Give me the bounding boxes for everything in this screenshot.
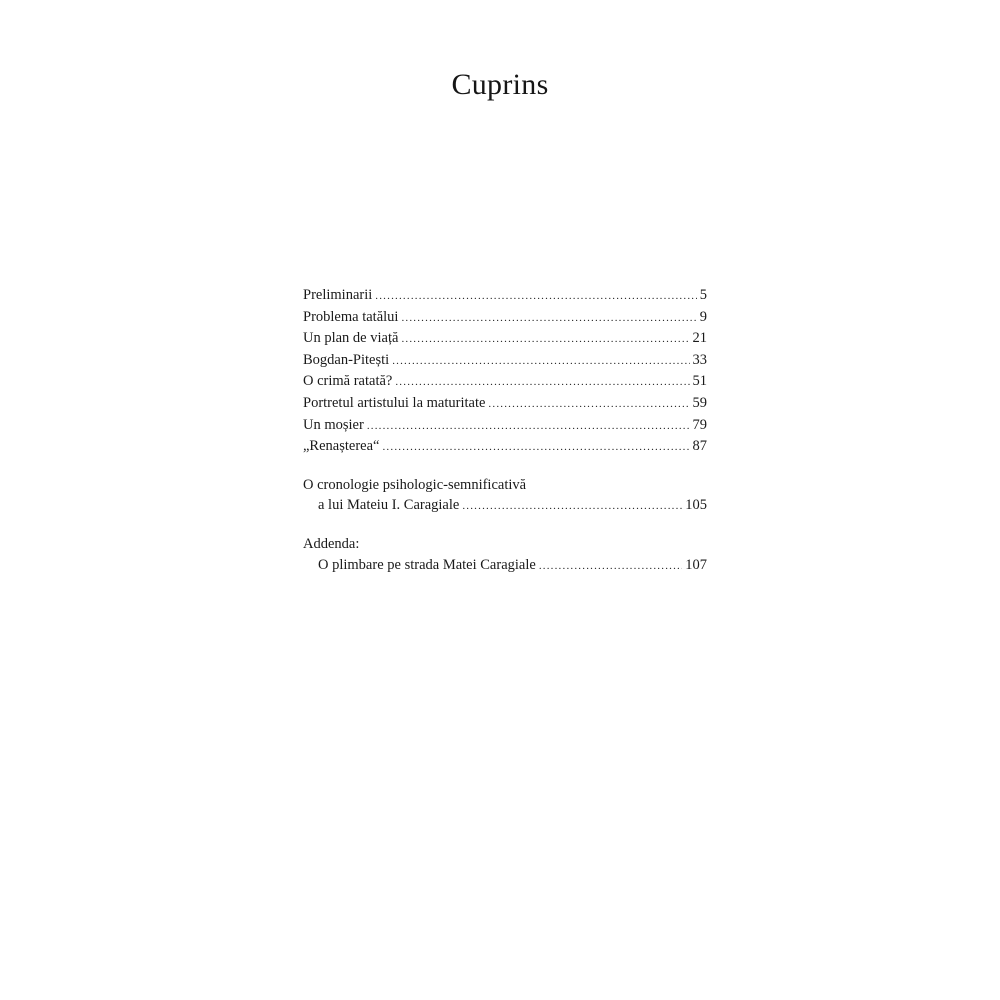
dot-leader bbox=[401, 308, 696, 329]
dot-leader bbox=[367, 416, 690, 437]
dot-leader bbox=[382, 437, 689, 458]
toc-entry bbox=[303, 350, 707, 372]
toc-entry-page: 5 bbox=[699, 287, 707, 303]
toc-section-heading: Addenda: bbox=[303, 535, 360, 552]
toc-entry-page: 9 bbox=[699, 308, 707, 325]
toc-entry bbox=[303, 436, 707, 458]
toc-addenda-group bbox=[303, 534, 707, 576]
toc-entry-title: Un moșier bbox=[303, 416, 364, 433]
toc-entry-title: Preliminarii bbox=[303, 287, 373, 303]
toc-entry-title: Portretul artistului la maturitate bbox=[303, 394, 486, 411]
dot-leader bbox=[392, 351, 689, 372]
toc-chronology-group bbox=[303, 475, 707, 517]
table-of-contents bbox=[303, 285, 707, 576]
dot-leader bbox=[395, 372, 689, 393]
toc-entry-title: Problema tatălui bbox=[303, 308, 399, 325]
toc-entry-title: O crimă ratată? bbox=[303, 373, 393, 390]
toc-entry-title: O plimbare pe strada Matei Caragiale bbox=[318, 556, 536, 573]
dot-leader bbox=[375, 286, 696, 307]
toc-entry bbox=[303, 495, 707, 517]
toc-entry-page: 107 bbox=[685, 556, 707, 573]
toc-entry-title: Un plan de viață bbox=[303, 330, 399, 347]
dot-leader bbox=[539, 556, 682, 577]
toc-entry-title: „Renașterea“ bbox=[303, 438, 380, 455]
toc-entry-title-line1: O cronologie psihologic-semnificativă bbox=[303, 476, 527, 493]
dot-leader bbox=[401, 329, 689, 350]
toc-entry-page: 59 bbox=[692, 394, 707, 411]
toc-entry-page: 87 bbox=[692, 438, 707, 455]
toc-entry bbox=[303, 555, 707, 577]
toc-entry-page: 79 bbox=[692, 416, 707, 433]
toc-entry bbox=[303, 285, 707, 307]
toc-entry-page: 105 bbox=[685, 497, 707, 514]
toc-entry-page: 21 bbox=[692, 330, 707, 347]
toc-entry-page: 51 bbox=[692, 373, 707, 390]
toc-entry bbox=[303, 371, 707, 393]
toc-entry bbox=[303, 328, 707, 350]
page-title: Cuprins bbox=[451, 68, 549, 101]
toc-entry bbox=[303, 307, 707, 329]
dot-leader bbox=[462, 496, 682, 517]
toc-entry bbox=[303, 393, 707, 415]
toc-entry-title: Bogdan-Pitești bbox=[303, 351, 390, 368]
toc-entry-page: 33 bbox=[692, 351, 707, 368]
toc-entry-title-line2: a lui Mateiu I. Caragiale bbox=[318, 497, 460, 514]
dot-leader bbox=[488, 394, 689, 415]
toc-entry bbox=[303, 415, 707, 437]
